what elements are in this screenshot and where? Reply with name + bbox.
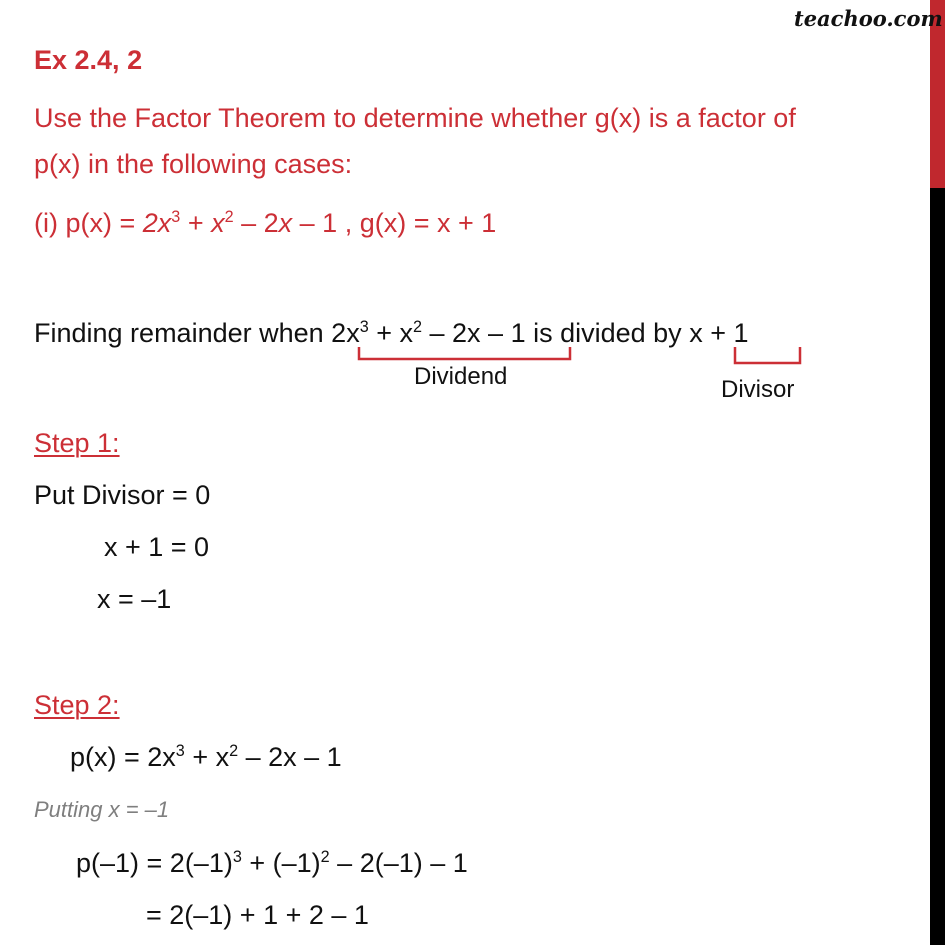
divisor-expression: x + 1	[689, 318, 749, 348]
dividend-a: 2x	[331, 318, 360, 348]
step-1-line-3: x = –1	[97, 584, 172, 614]
step-2-heading: Step 2:	[34, 690, 120, 720]
question-line-1: Use the Factor Theorem to determine whether g(x) is a factor of	[34, 103, 796, 133]
dividend-label: Dividend	[414, 363, 508, 390]
substitution-note: Putting x = –1	[34, 797, 170, 822]
divisor-bracket	[734, 346, 802, 368]
question-line-2: p(x) in the following cases:	[34, 149, 353, 179]
dividend-c: – 2x – 1	[422, 318, 534, 348]
exercise-number: Ex 2.4, 2	[34, 45, 143, 75]
dividend-exp-3: 3	[359, 318, 369, 336]
step-1-line-1: Put Divisor = 0	[34, 480, 211, 510]
step-2-substitution	[76, 847, 468, 879]
part-tail: – 1 , g(x) = x + 1	[292, 208, 497, 238]
poly-exp-3: 3	[175, 742, 185, 760]
divisor-label: Divisor	[721, 376, 795, 403]
step-2-polynomial	[70, 741, 342, 773]
poly-a: p(x) = 2x	[70, 742, 176, 772]
dividend-exp-2: 2	[413, 318, 423, 336]
part-plus: +	[180, 208, 212, 238]
part-exp-3: 3	[171, 208, 181, 226]
intro-middle: is divided by	[533, 318, 690, 348]
part-x: x	[211, 208, 225, 238]
sub-a: p(–1) = 2(–1)	[76, 848, 233, 878]
step-1-heading: Step 1:	[34, 428, 120, 458]
question-part-i	[34, 207, 496, 239]
step-2-simplified: = 2(–1) + 1 + 2 – 1	[146, 900, 369, 930]
part-coef: 2x	[142, 208, 172, 238]
poly-c: – 2x – 1	[238, 742, 342, 772]
part-mid: – 2	[233, 208, 279, 238]
poly-exp-2: 2	[229, 742, 239, 760]
sub-b: + (–1)	[241, 848, 321, 878]
step-1-line-2: x + 1 = 0	[104, 532, 210, 562]
intro-lead: Finding remainder when	[34, 318, 332, 348]
dividend-bracket	[358, 346, 572, 362]
poly-b: + x	[184, 742, 230, 772]
teachoo-logo: teachoo.com	[794, 6, 943, 31]
intro-line	[34, 317, 748, 349]
side-bar-black	[930, 188, 945, 945]
sub-exp-3: 3	[232, 848, 242, 866]
dividend-b: + x	[368, 318, 413, 348]
part-exp-2: 2	[224, 208, 234, 226]
sub-c: – 2(–1) – 1	[329, 848, 468, 878]
part-x2: x	[278, 208, 293, 238]
part-prefix: (i) p(x) =	[34, 208, 143, 238]
sub-exp-2: 2	[320, 848, 330, 866]
